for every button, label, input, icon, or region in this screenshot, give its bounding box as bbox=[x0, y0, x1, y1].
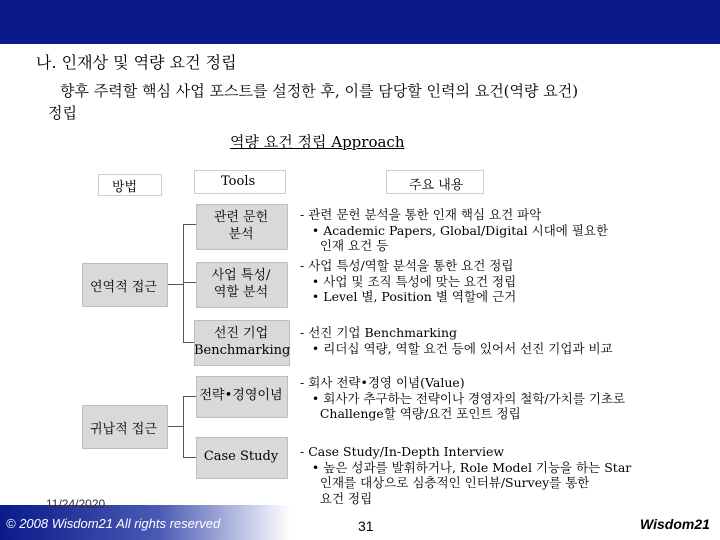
intro-text-line1: 향후 주력할 핵심 사업 포스트를 설정한 후, 이를 담당할 인력의 요건(역량 요건) bbox=[60, 82, 579, 100]
content-header: 주요 내용 bbox=[409, 178, 464, 193]
connector-vertical-1 bbox=[183, 224, 184, 343]
method-header: 방법 bbox=[112, 180, 138, 195]
section-heading: 나. 인재상 및 역량 요건 정립 bbox=[36, 53, 237, 72]
method-deductive: 연역적 접근 bbox=[90, 280, 157, 295]
connector-method2 bbox=[166, 426, 184, 427]
connector-tool5 bbox=[183, 457, 196, 458]
content-literature: - 관련 문헌 분석을 통한 인재 핵심 요건 파악 • Academic Papers, Global/Digital 시대에 필요한 인재 요건 등 bbox=[300, 207, 609, 254]
tool-strategy: 전략•경영이념 bbox=[199, 388, 283, 403]
tools-header: Tools bbox=[221, 174, 256, 189]
connector-vertical-2 bbox=[183, 396, 184, 458]
method-inductive: 귀납적 접근 bbox=[90, 422, 157, 437]
intro-text-line2: 정립 bbox=[48, 104, 77, 122]
content-strategy: - 회사 전략•경영 이념(Value) • 회사가 추구하는 전략이나 경영자의 철학/가치를 기초로 Challenge할 역량/요건 포인트 정립 bbox=[300, 375, 626, 422]
connector-tool1 bbox=[183, 224, 196, 225]
content-benchmarking: - 선진 기업 Benchmarking • 리더십 역량, 역할 요건 등에 있어서 선진 기업과 비교 bbox=[300, 325, 613, 356]
content-casestudy: - Case Study/In-Depth Interview • 높은 성과를 발휘하거나, Role Model 기능을 하는 Star 인재를 대상으로 심층적인 인터뷰/Survey를 통한 요건 정립 bbox=[300, 444, 632, 506]
top-banner bbox=[0, 0, 720, 44]
footer-brand: Wisdom21 bbox=[640, 516, 710, 532]
connector-tool2 bbox=[183, 282, 196, 283]
tool-business: 사업 특성/ 역할 분석 bbox=[211, 268, 271, 300]
diagram-title: 역량 요건 정립 Approach bbox=[230, 133, 405, 151]
tool-casestudy: Case Study bbox=[203, 449, 279, 464]
footer-date: 11/24/2020 bbox=[46, 497, 106, 511]
tool-benchmarking: 선진 기업 Benchmarking bbox=[194, 326, 291, 358]
page-number: 31 bbox=[358, 518, 374, 534]
tool-literature: 관련 문헌 분석 bbox=[213, 210, 269, 242]
footer-copyright: © 2008 Wisdom21 All rights reserved bbox=[6, 516, 221, 531]
connector-method1 bbox=[166, 284, 184, 285]
content-business: - 사업 특성/역할 분석을 통한 요건 정립 • 사업 및 조직 특성에 맞는 요건 정립 • Level 별, Position 별 역할에 근거 bbox=[300, 258, 517, 305]
connector-tool4 bbox=[183, 396, 196, 397]
